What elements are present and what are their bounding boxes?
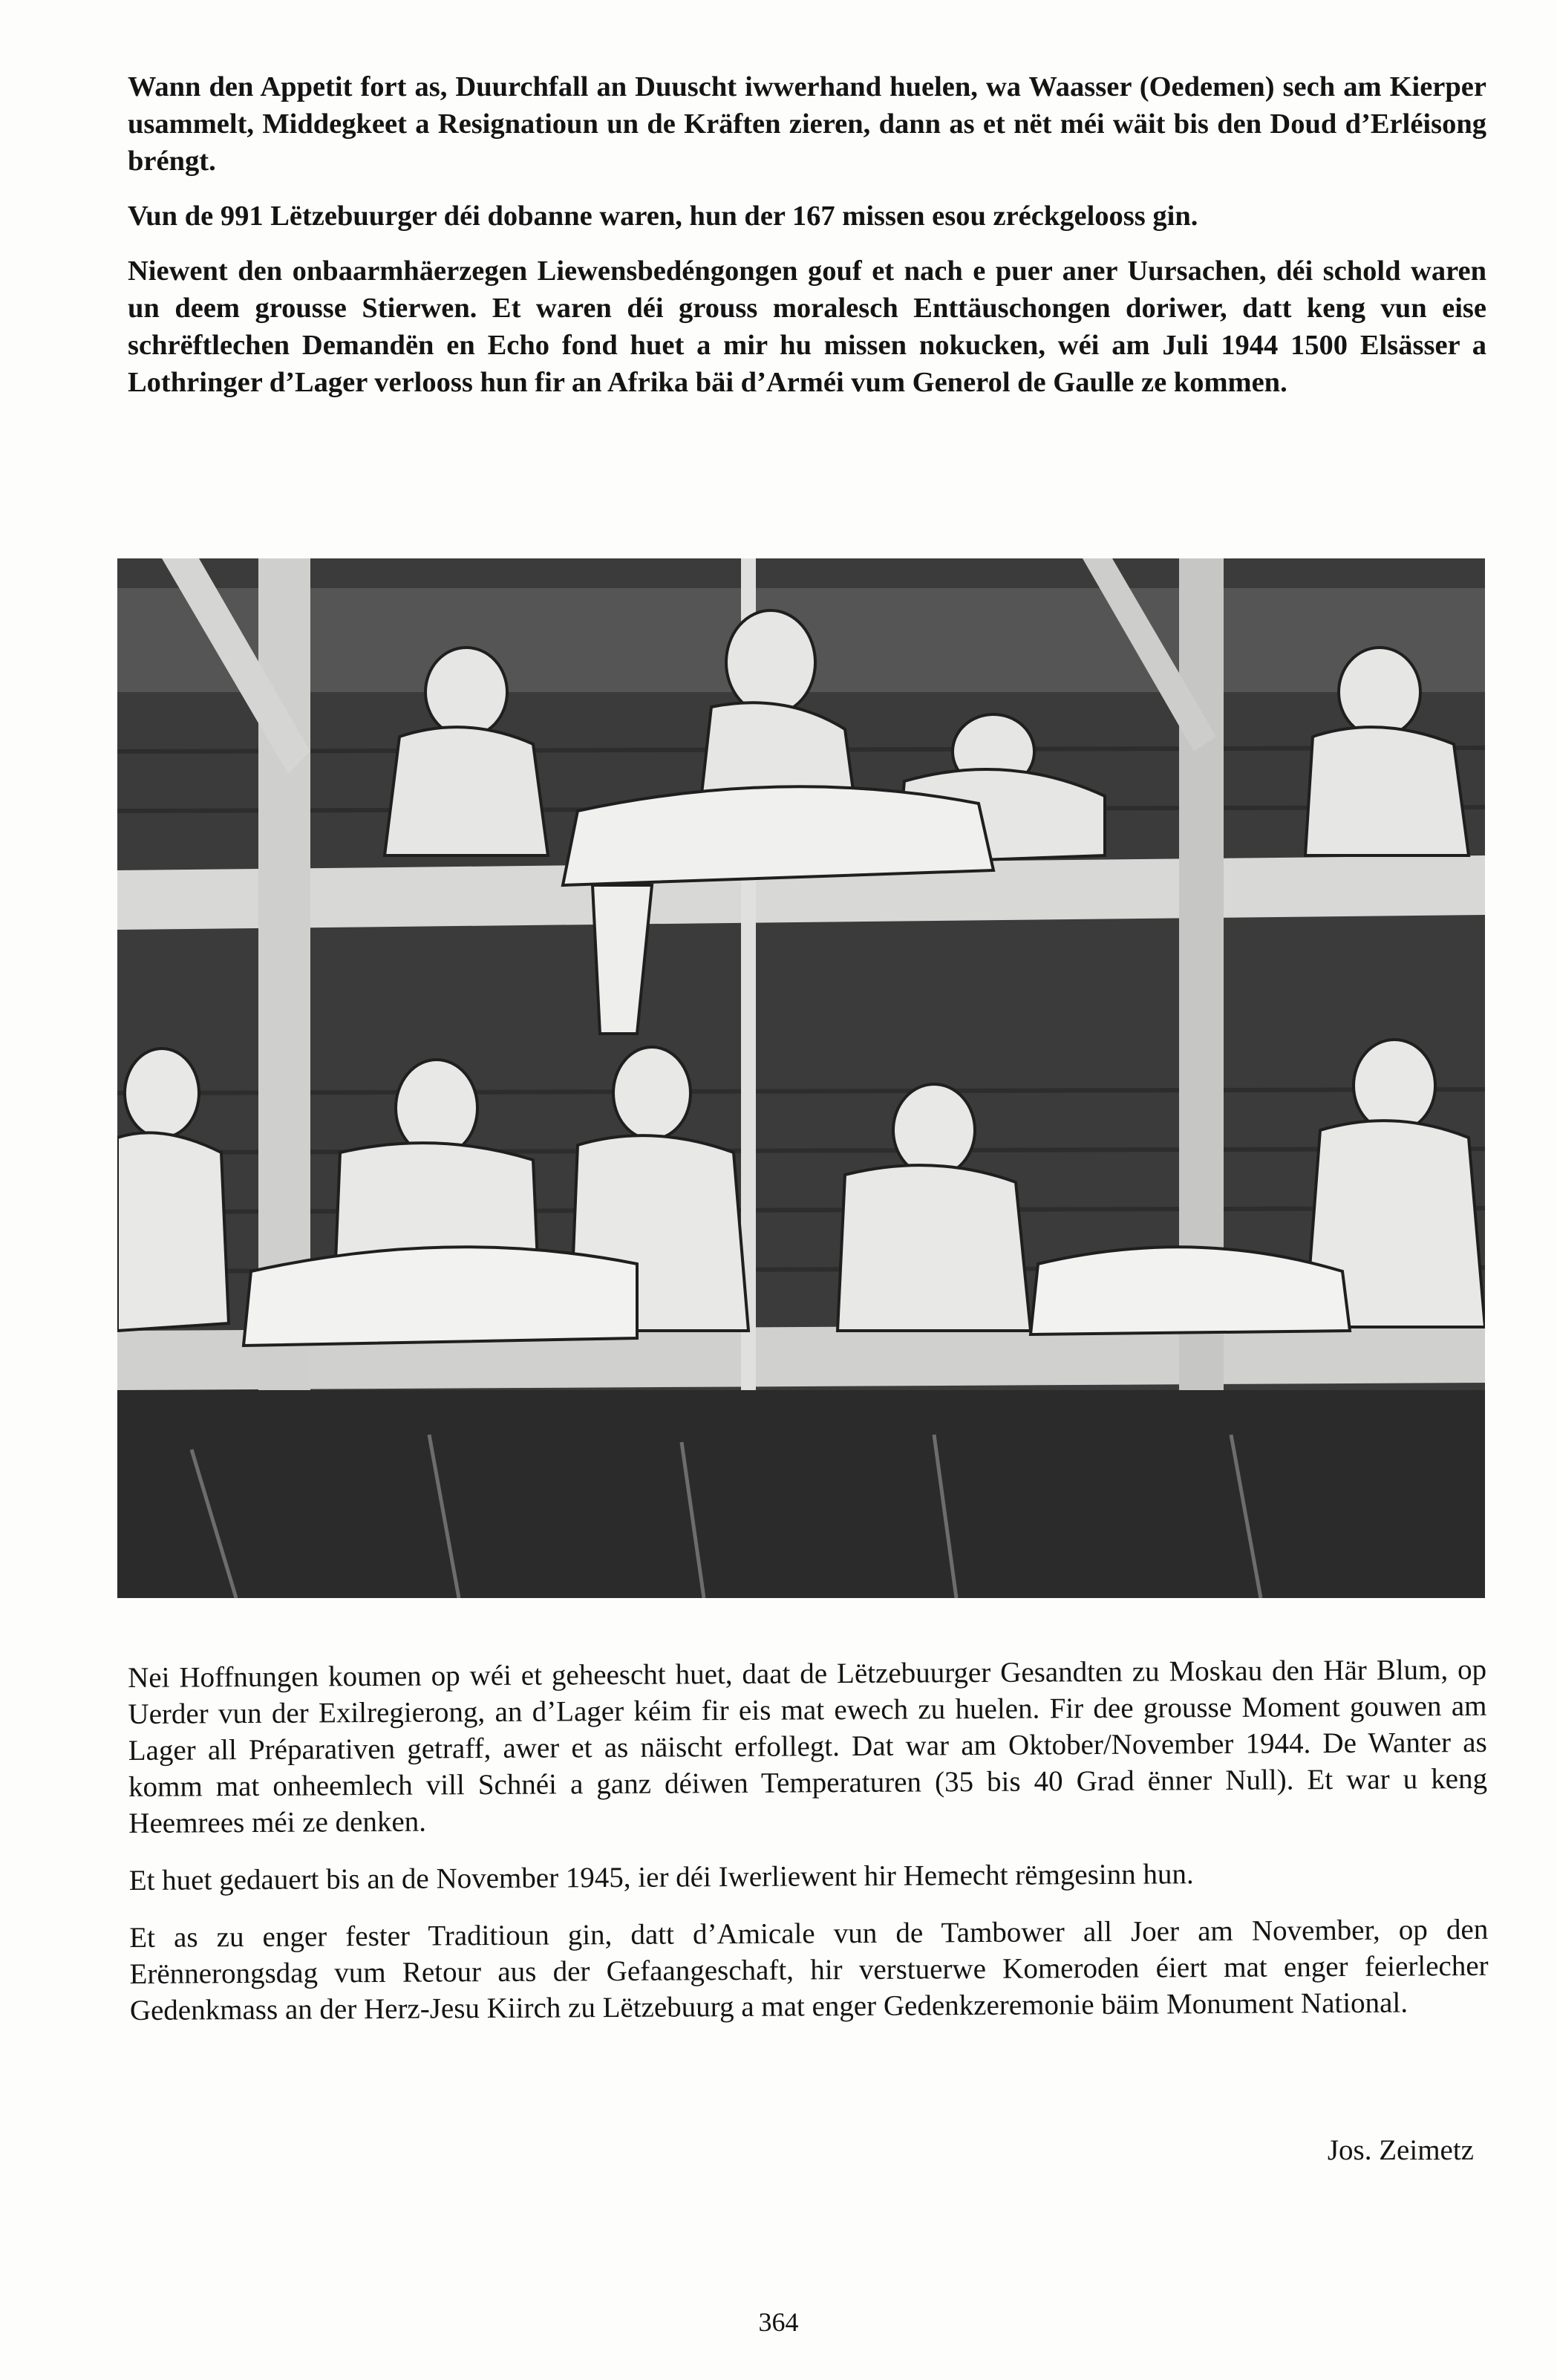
paragraph-appetit: Wann den Appetit fort as, Duurchfall an Duuscht iwwerhand huelen, wa Waasser (Oedemen) sech am Kierper usammelt, Middegkeet a Resignatioun un de Kräften zieren, dann as et nët méi wäit bis den Doud d’Erléisong bréngt. <box>128 71 1486 177</box>
top-text-block <box>128 68 1486 419</box>
paragraph-november-1945: Et huet gedauert bis an de November 1945, ier déi Iwerliewent hir Hemecht rëmgesinn hun. <box>128 1858 1194 1897</box>
barracks-illustration <box>117 558 1485 1598</box>
paragraph-niewent: Niewent den onbaarmhäerzegen Liewensbedéngongen gouf et nach e puer aner Uursachen, déi schold waren un deem grousse Stierwen. Et waren déi grouss moralesch Enttäuschongen doriwer, datt keng vun eise schrëftlechen Demandën en Echo fond huet a mir hu missen nokucken, wéi am Juli 1944 1500 Elsässer a Lothringer d’Lager verlooss hun fir an Afrika bäi d’Arméi vum Generol de Gaulle ze kommen. <box>128 255 1486 398</box>
author-signature: Jos. Zeimetz <box>1327 2134 1474 2166</box>
paragraph-991: Vun de 991 Lëtzebuurger déi dobanne waren, hun der 167 missen esou zréckgelooss gin. <box>128 200 1198 232</box>
paragraph-hoffnungen: Nei Hoffnungen koumen op wéi et geheescht huet, daat de Lëtzebuurger Gesandten zu Moskau den Här Blum, op Uerder vun der Exilregierong, an d’Lager kéim fir eis mat ewech zu huelen. Fir dee grousse Moment gouwen am Lager all Préparativen getraff, awer et as näischt erfollegt. Dat war am Oktober/November 1944. De Wanter as komm mat onheemlech vill Schnéi a ganz déiwen Temperaturen (35 bis 40 Grad ënner Null). Et war u keng Heemrees méi ze denken. <box>128 1653 1488 1839</box>
paragraph-traditioun: Et as zu enger fester Traditioun gin, datt d’Amicale vun de Tambower all Joer am November, op den Erënnerongsdag vum Retour aus der Gefaangeschaft, hir verstuerwe Komeroden éiert mat enger feierlecher Gedenkmass an der Herz-Jesu Kiirch zu Lëtzebuurg a mat enger Gedenkzeremonie bäim Monument National. <box>129 1913 1489 2027</box>
barracks-drawing <box>117 558 1485 1598</box>
page-number: 364 <box>758 2307 799 2337</box>
bottom-text-block <box>128 1652 1489 2050</box>
